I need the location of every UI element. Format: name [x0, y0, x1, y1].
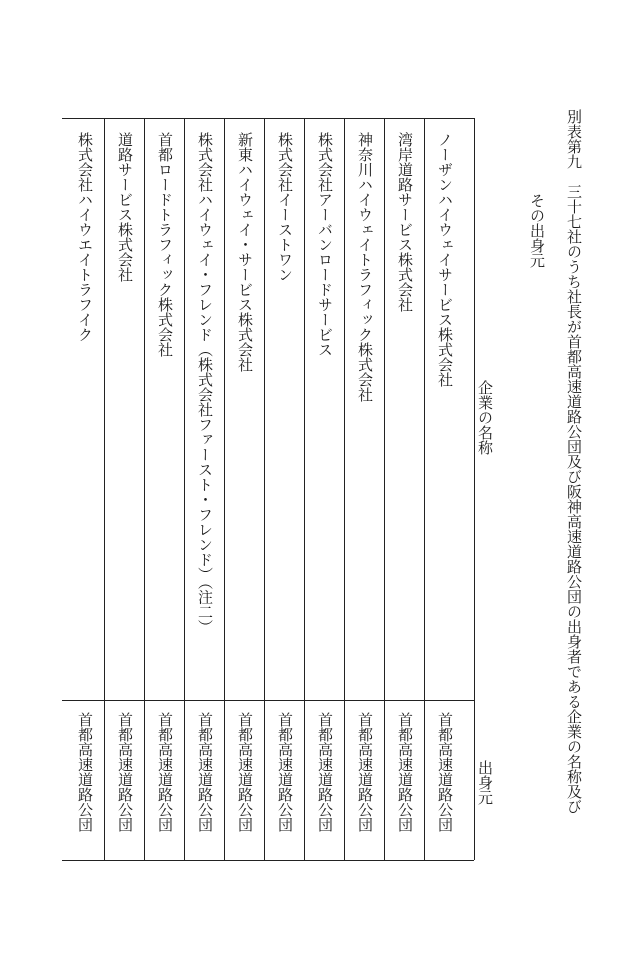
row-separator — [424, 118, 425, 860]
table-subtitle: その出身元 — [528, 193, 546, 268]
origin-name: 首都高速道路公団 — [116, 712, 134, 832]
table-middle-rule — [62, 700, 474, 701]
company-name: 神奈川ハイウェイトラフィック株式会社 — [356, 132, 374, 402]
column-header-origin: 出身元 — [476, 760, 494, 805]
column-header-company: 企業の名称 — [476, 380, 494, 455]
row-separator — [384, 118, 385, 860]
origin-name: 首都高速道路公団 — [276, 712, 294, 832]
company-name: 湾岸道路サービス株式会社 — [396, 132, 414, 312]
company-name: 株式会社イーストワン — [276, 132, 294, 282]
origin-name: 首都高速道路公団 — [356, 712, 374, 832]
company-name: 株式会社アーバンロードサービス — [316, 132, 334, 357]
row-separator — [104, 118, 105, 860]
row-separator — [224, 118, 225, 860]
origin-name: 首都高速道路公団 — [436, 712, 454, 832]
company-name: 株式会社ハイウェイ・フレンド（株式会社ファースト・フレンド）（注二） — [196, 132, 214, 635]
table-border-right — [474, 118, 475, 860]
row-separator — [264, 118, 265, 860]
table-title: 別表第九 三十七社のうち社長が首都高速道路公団及び阪神高速道路公団の出身者である企業の名称及び — [565, 109, 583, 814]
table-bottom-rule — [62, 860, 474, 861]
origin-name: 首都高速道路公団 — [316, 712, 334, 832]
company-name: 首都ロードトラフィック株式会社 — [156, 132, 174, 357]
origin-name: 首都高速道路公団 — [196, 712, 214, 832]
row-separator — [184, 118, 185, 860]
origin-name: 首都高速道路公団 — [156, 712, 174, 832]
company-name: ノーザンハイウェイサービス株式会社 — [436, 132, 454, 387]
origin-name: 首都高速道路公団 — [236, 712, 254, 832]
row-separator — [304, 118, 305, 860]
company-name: 株式会社ハイウエイトラフイク — [76, 132, 94, 342]
row-separator — [144, 118, 145, 860]
origin-name: 首都高速道路公団 — [76, 712, 94, 832]
company-name: 新東ハイウェイ・サービス株式会社 — [236, 132, 254, 372]
table-top-rule — [62, 118, 474, 119]
origin-name: 首都高速道路公団 — [396, 712, 414, 832]
company-name: 道路サービス株式会社 — [116, 132, 134, 282]
row-separator — [344, 118, 345, 860]
